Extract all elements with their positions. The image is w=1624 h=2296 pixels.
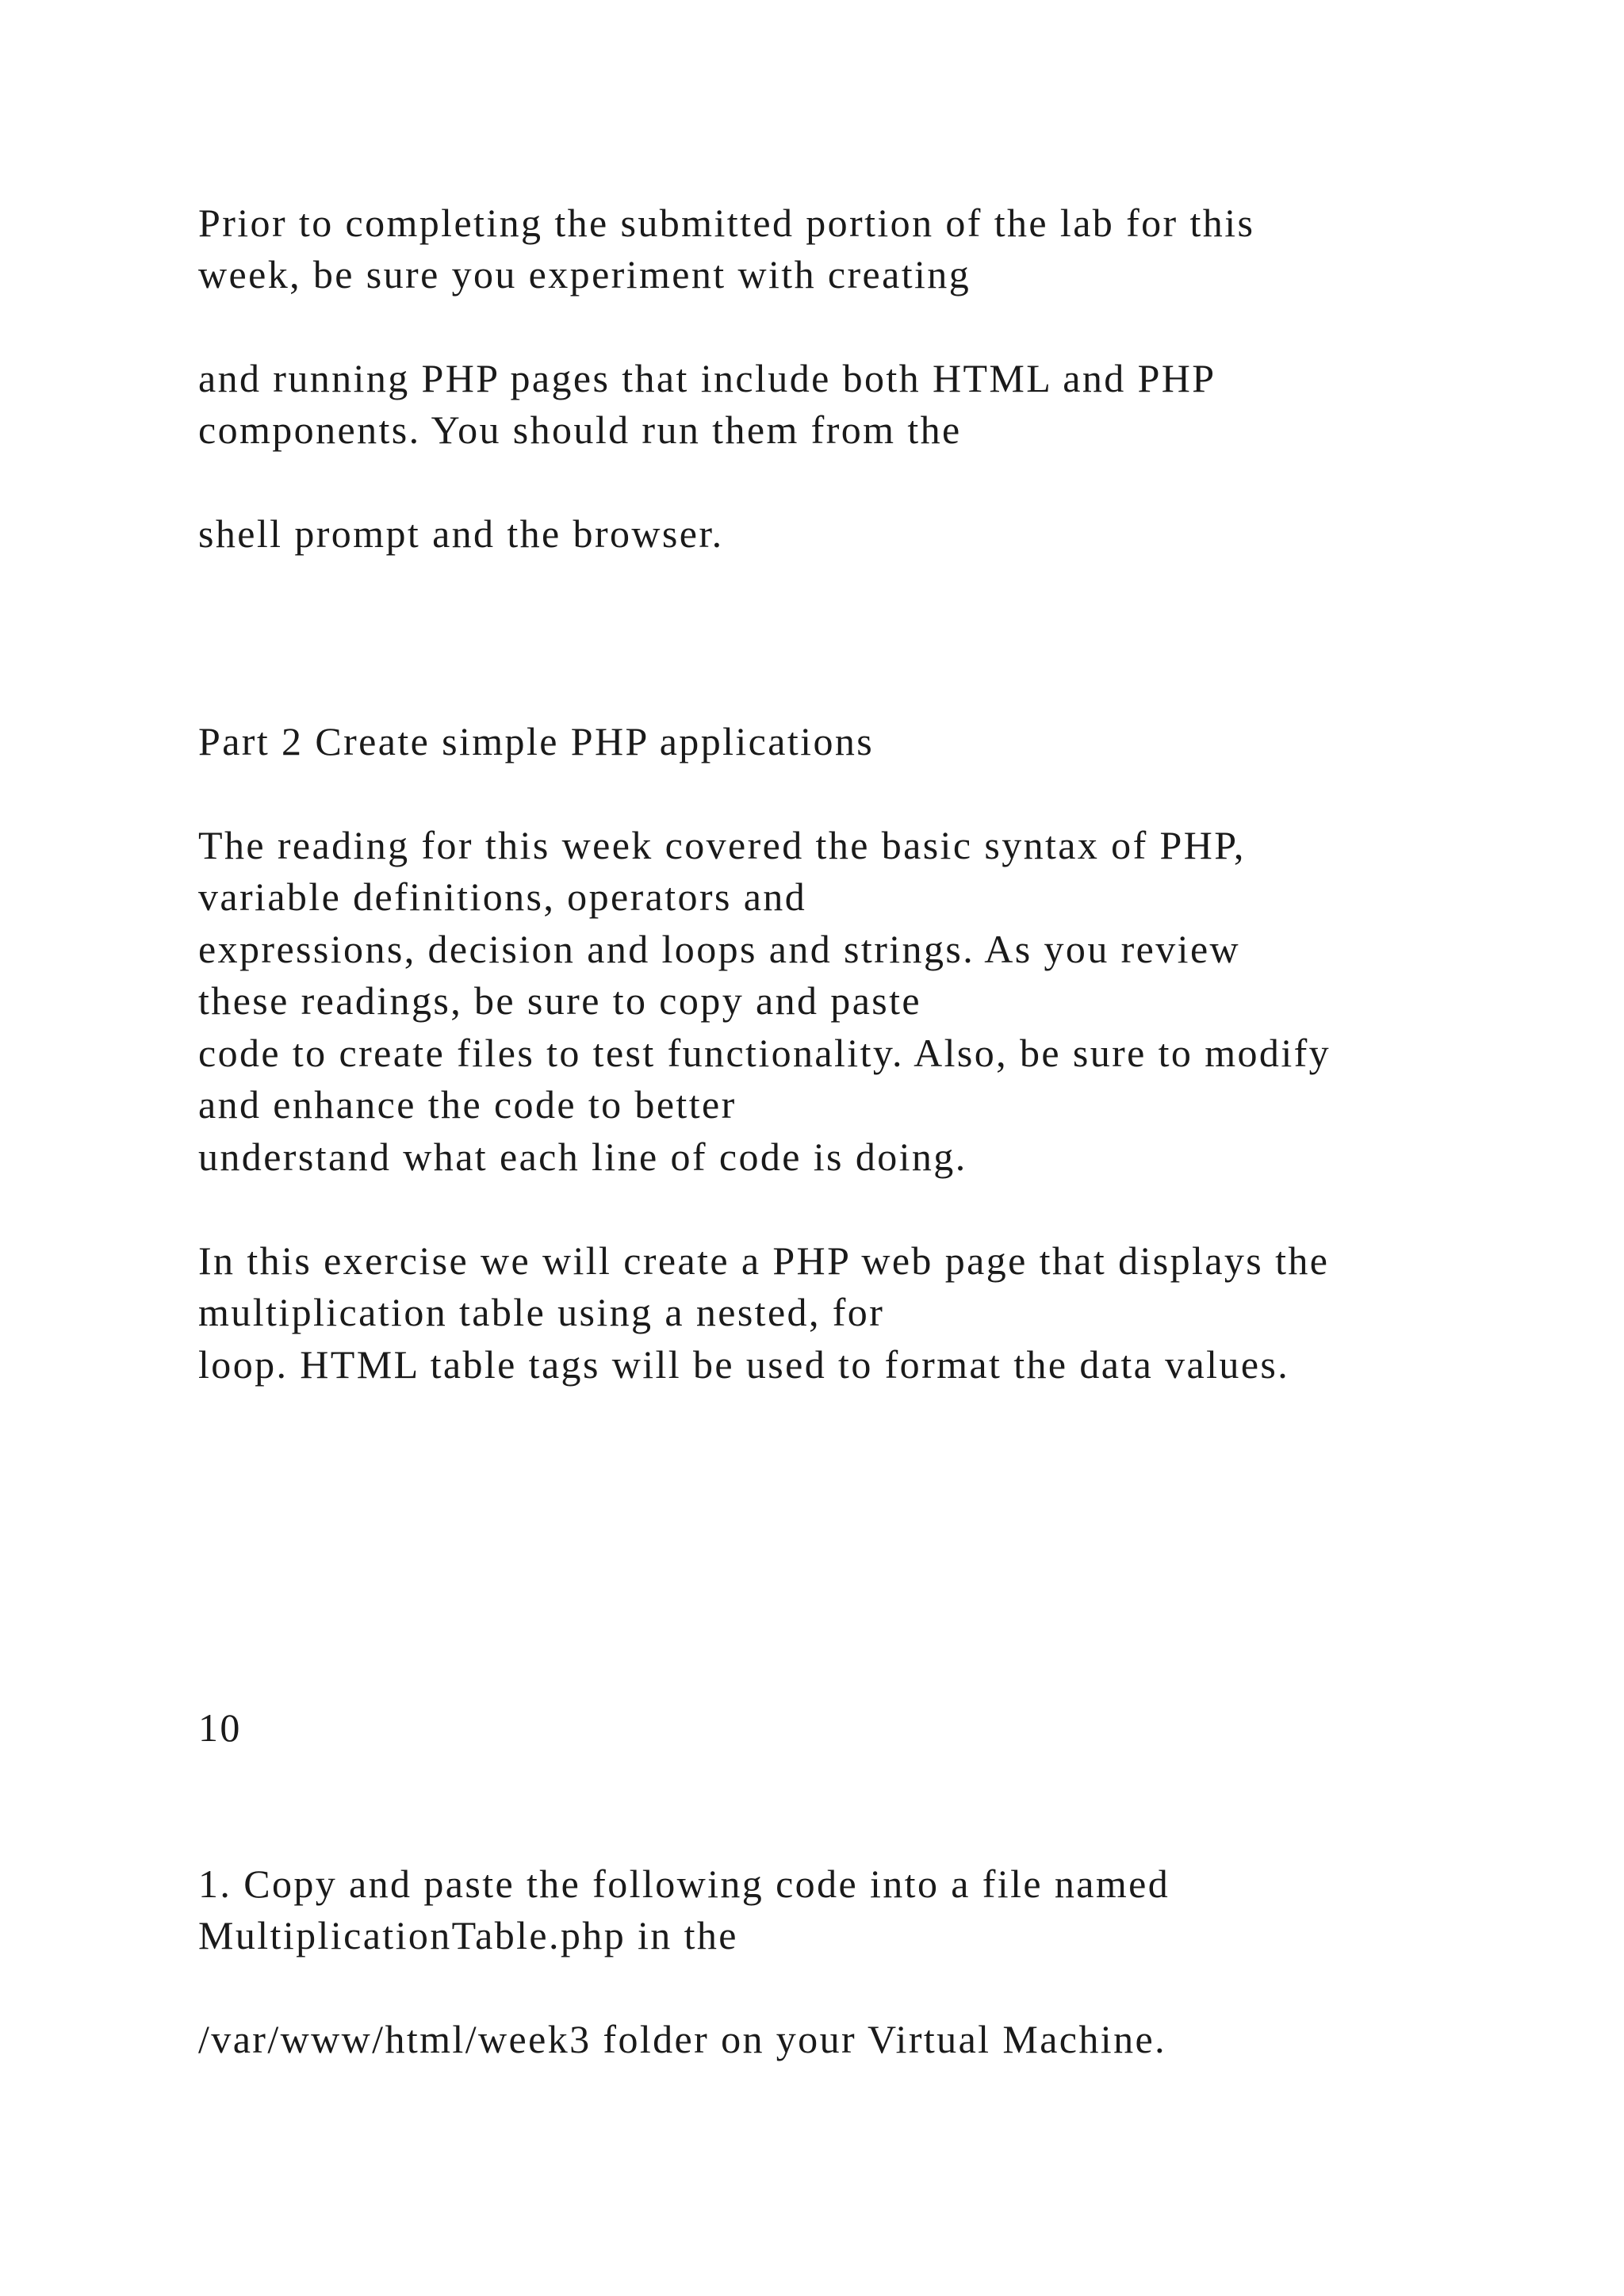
text-line: code to create files to test functionality. Also, be sure to modify [198,1031,1331,1075]
text-line: MultiplicationTable.php in the [198,1913,738,1957]
text-line: multiplication table using a nested, for [198,1290,885,1334]
text-line: shell prompt and the browser. [198,511,724,556]
text-line: these readings, be sure to copy and paste [198,978,922,1023]
page-number: 10 [198,1705,242,1750]
text-line: variable definitions, operators and [198,874,807,919]
text-line: components. You should run them from the [198,408,962,452]
text-line: /var/www/html/week3 folder on your Virtual Machine. [198,2017,1166,2061]
text-line: understand what each line of code is doing. [198,1135,967,1179]
text-line: and running PHP pages that include both HTML and PHP [198,356,1216,400]
text-line: The reading for this week covered the basic syntax of PHP, [198,823,1246,867]
section-heading: Part 2 Create simple PHP applications [198,719,875,763]
text-line: 1. Copy and paste the following code into a file named [198,1862,1170,1906]
text-line: expressions, decision and loops and strings. As you review [198,927,1241,971]
text-line: loop. HTML table tags will be used to format the data values. [198,1342,1290,1387]
text-line: week, be sure you experiment with creating [198,252,971,297]
text-line: In this exercise we will create a PHP web page that displays the [198,1238,1330,1283]
text-line: and enhance the code to better [198,1082,737,1127]
text-line: Prior to completing the submitted portion of the lab for this [198,201,1255,245]
